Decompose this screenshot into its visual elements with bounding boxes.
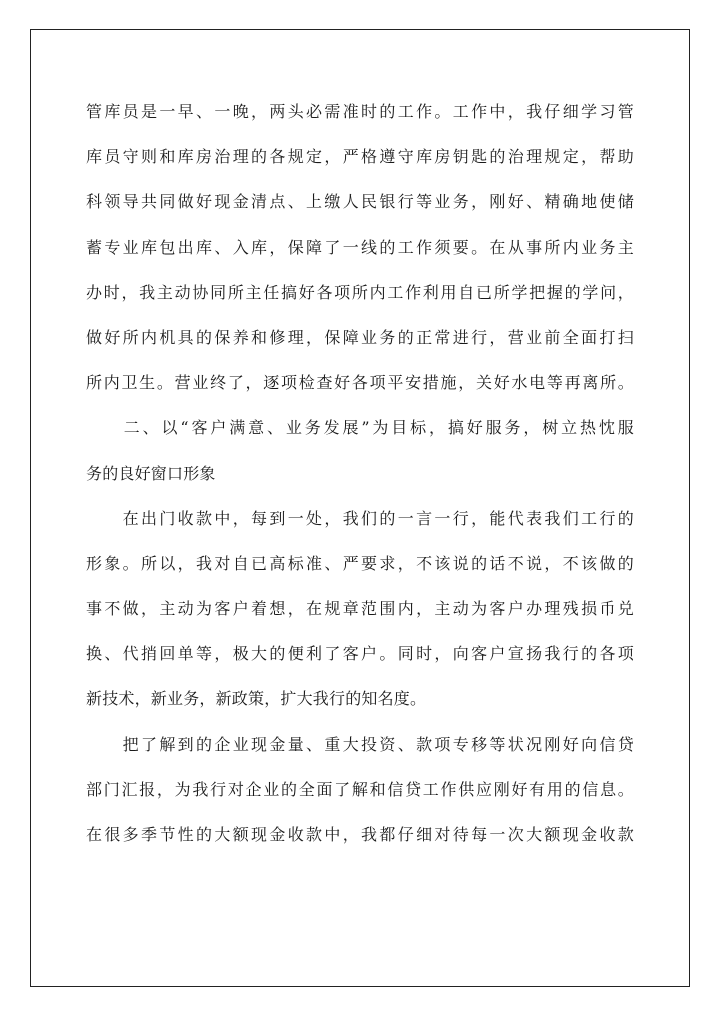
text-line-6: 做好所内机具的保养和修理，保障业务的正常进行，营业前全面打扫 xyxy=(86,327,634,347)
text-line-17: 在很多季节性的大额现金收款中，我都仔细对待每一次大额现金收款 xyxy=(86,825,634,844)
text-line-1: 管库员是一早、一晚，两头必需准时的工作。工作中，我仔细学习管 xyxy=(86,102,634,121)
text-line-13: 换、代捎回单等，极大的便利了客户。同时，向客户宣扬我行的各项 xyxy=(86,644,634,664)
text-line-12: 事不做，主动为客户着想，在规章范围内，主动为客户办理残损币兑 xyxy=(86,599,634,619)
text-line-4: 蓄专业库包出库、入库，保障了一线的工作须要。在从事所内业务主 xyxy=(86,237,634,257)
text-line-2: 库员守则和库房治理的各规定，严格遵守库房钥匙的治理规定，帮助 xyxy=(86,147,634,167)
text-line-16: 部门汇报，为我行对企业的全面了解和信贷工作供应刚好有用的信息。 xyxy=(86,779,634,799)
text-line-3: 科领导共同做好现金清点、上缴人民银行等业务，刚好、精确地使储 xyxy=(86,192,634,212)
text-line-11: 形象。所以，我对自已高标准、严要求，不该说的话不说，不该做的 xyxy=(86,553,634,573)
section-heading-line-2: 务的良好窗口形象 xyxy=(86,463,216,483)
section-heading-line-1: 二、以“客户满意、业务发展”为目标，搞好服务，树立热忱服 xyxy=(86,418,634,438)
text-line-14: 新技术，新业务，新政策，扩大我行的知名度。 xyxy=(86,689,427,709)
text-line-7: 所内卫生。营业终了，逐项检查好各项平安措施，关好水电等再离所。 xyxy=(86,373,634,393)
text-line-10: 在出门收款中，每到一处，我们的一言一行，能代表我们工行的 xyxy=(86,508,634,528)
text-line-15: 把了解到的企业现金量、重大投资、款项专移等状况刚好向信贷 xyxy=(86,734,634,754)
text-line-5: 办时，我主动协同所主任搞好各项所内工作利用自已所学把握的学问， xyxy=(86,282,634,302)
document-body xyxy=(86,94,634,862)
